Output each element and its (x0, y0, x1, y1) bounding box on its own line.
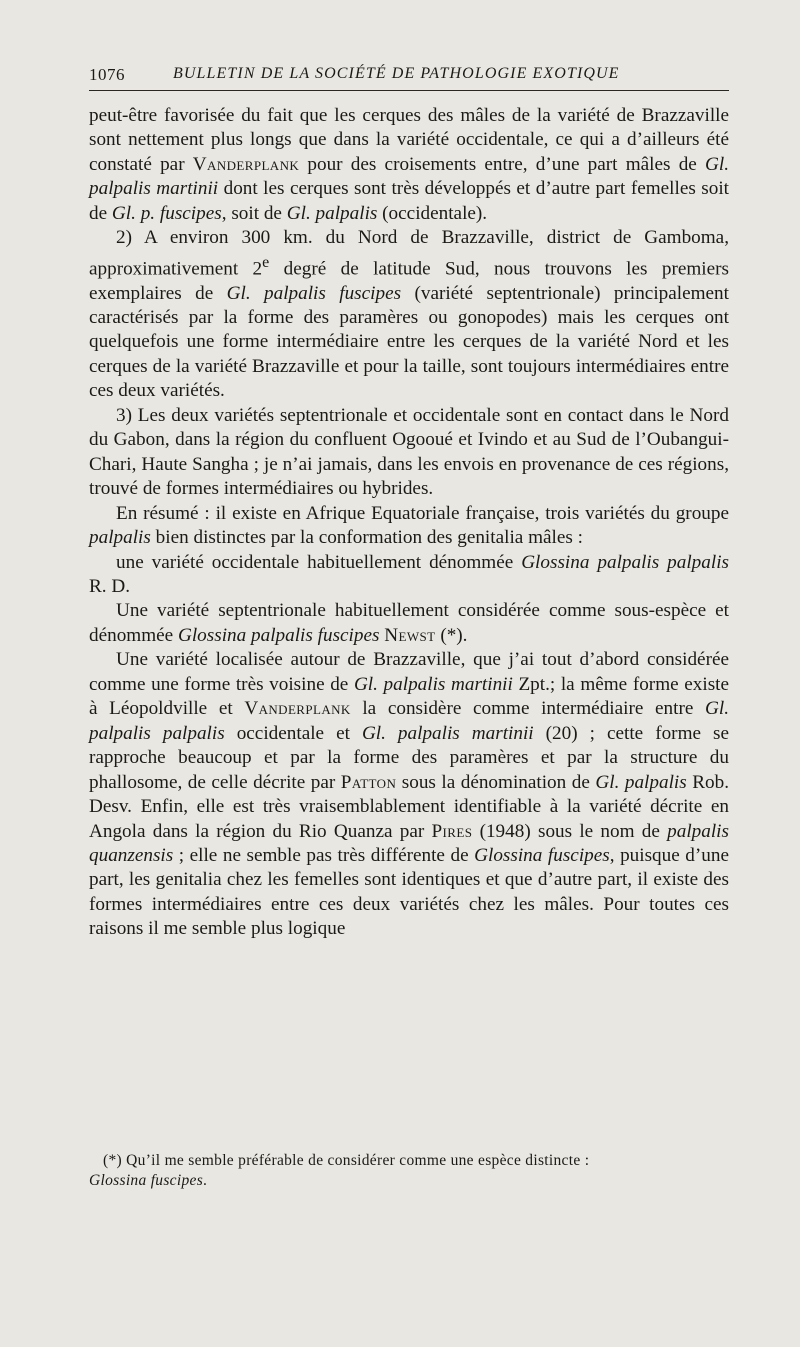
superscript: e (262, 253, 270, 271)
text-run: , soit de (221, 202, 287, 224)
text-run: une variété occidentale habituellement dénommée (116, 551, 522, 573)
text-run: 3) Les deux variétés septentrionale et occidentale sont en contact dans le Nord du Gabon, dans la région du confluent Ogooué et Ivindo et au Sud de l’Oubangui-Chari, Haute Sangha ; je n’ai jamais, dans les envois en provenance de ces régions, trouvé de formes intermédiaires ou hybrides. (89, 404, 729, 500)
text-run: (*). (435, 624, 468, 646)
text-run: (20) ; cette forme se rapproche beaucoup et par la forme des paramères et par la structure du phallosome, de celle décrite par (89, 722, 730, 793)
text-run: sous la dénomination de (396, 771, 596, 793)
text-run: R. D. (89, 576, 131, 597)
author-name: Vanderplank (244, 698, 351, 720)
italic-term: Gl. palpalis martinii (361, 722, 534, 744)
text-run: Zpt.; la même forme existe à Léopoldville et (89, 673, 730, 720)
body-text (89, 104, 729, 942)
text-run: Rob. Desv. Enfin, elle est très vraisemblablement identifiable à la variété décrite en Angola dans la région du Rio Quanza par (89, 771, 729, 842)
paragraph (89, 502, 729, 551)
italic-term: Gl. palpalis martinii (353, 673, 513, 695)
italic-term: Gl. palpalis martinii (89, 153, 729, 200)
paragraph (89, 226, 729, 404)
paragraph (89, 648, 729, 941)
footnote (89, 1151, 729, 1191)
author-name: Newst (384, 624, 436, 646)
paragraph (89, 404, 729, 502)
italic-term: Gl. p. fuscipes (111, 202, 222, 224)
page-number: 1076 (89, 65, 125, 84)
text-run: degré de latitude Sud, nous trouvons les premiers exemplaires de (89, 258, 729, 304)
text-run: Une variété septentrionale habituellement considérée comme sous-espèce et dénommée (89, 600, 729, 646)
author-name: Vanderplank (192, 153, 300, 175)
text-run: Une variété localisée autour de Brazzaville, que j’ai tout d’abord considérée comme une forme très voisine de (89, 649, 729, 695)
italic-term: Glossina palpalis palpalis (521, 551, 730, 573)
paragraph (89, 599, 729, 648)
text-run: (1948) sous le nom de (472, 820, 668, 842)
text-run: , puisque d’une part, les genitalia chez les femelles sont identiques et que d’autre part, il existe des formes intermédiaires entre ces deux variétés chez les mâles. Pour toutes ces raisons il me semble plus logique (89, 844, 729, 940)
text-run: occidentale et (224, 722, 362, 744)
text-run: dont les cerques sont très développés et d’autre part femelles soit de (89, 178, 730, 224)
italic-term: palpalis (89, 527, 151, 549)
text-run: pour des croisements entre, d’une part mâles de (299, 153, 706, 175)
paragraph (89, 551, 729, 600)
text-run: peut-être favorisée du fait que les cerques des mâles de la variété de Brazzaville sont nettement plus longs que dans la variété occidentale, ce qui a d’ailleurs été constaté par (89, 105, 729, 175)
footnote-species: Glossina fuscipes (89, 1172, 204, 1189)
header-rule (89, 90, 729, 91)
italic-term: Glossina fuscipes (474, 844, 610, 866)
author-name: Pires (431, 820, 473, 842)
journal-title: BULLETIN DE LA SOCIÉTÉ DE PATHOLOGIE EXOTIQUE (173, 65, 620, 82)
running-head (89, 62, 729, 86)
text-run: ; elle ne semble pas très différente de (173, 844, 475, 866)
italic-term: Glossina palpalis fuscipes (177, 624, 380, 646)
italic-term: palpalis quanzensis (89, 820, 729, 866)
italic-term: Gl. palpalis palpalis (89, 698, 729, 744)
paragraph (89, 104, 729, 226)
text-run: la considère comme intermédiaire entre (350, 698, 706, 720)
italic-term: Gl. palpalis fuscipes (226, 282, 402, 304)
text-run: bien distinctes par la conformation des genitalia mâles : (150, 527, 583, 549)
footnote-mark: (*) (103, 1152, 122, 1169)
italic-term: Gl. palpalis (286, 202, 378, 224)
text-run: (variété septentrionale) principalement caractérisés par la forme des paramères ou gonopodes) mais les cerques ont quelquefois une forme intermédiaire entre les cerques de la variété Nord et les cerques de la variété Brazzaville et pour la taille, sont toujours intermédiaires entre ces deux variétés. (89, 282, 729, 402)
text-run: En résumé : il existe en Afrique Equatoriale française, trois variétés du groupe (116, 502, 729, 524)
text-run: 2) A environ 300 km. du Nord de Brazzaville, district de Gamboma, approximativement 2 (89, 227, 729, 280)
footnote-text: Qu’il me semble préférable de considérer comme une espèce distincte : (126, 1152, 590, 1169)
footnote-end: . (203, 1172, 208, 1189)
text-run: (occidentale). (377, 202, 488, 224)
author-name: Patton (340, 771, 397, 793)
italic-term: Gl. palpalis (595, 771, 687, 793)
